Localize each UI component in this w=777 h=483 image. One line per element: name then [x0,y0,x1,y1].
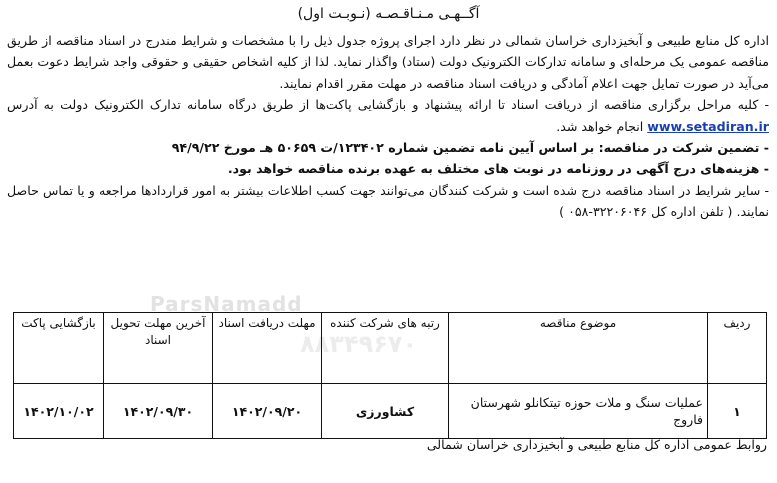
header-opening: بازگشایی پاکت [14,313,104,384]
table-row [14,384,767,439]
stages-suffix: انجام خواهد شد. [556,118,644,134]
website-link[interactable]: www.setadiran.ir [647,118,769,134]
cell-delivery-deadline: ۱۴۰۲/۰۹/۳۰ [104,384,213,439]
header-receive-deadline: مهلت دریافت اسناد [213,313,322,384]
table-header-row [14,313,767,384]
cell-subject: عملیات سنگ و ملات حوزه تیتکانلو شهرستان فاروج [449,384,708,439]
header-row-number: ردیف [708,313,767,384]
stages-paragraph [7,94,769,137]
cell-receive-deadline: ۱۴۰۲/۰۹/۲۰ [213,384,322,439]
notice-title: آگــهـی مـنـاقـصـه (نـوبـت اول) [297,6,480,22]
other-terms-paragraph: - سایر شرایط در اسناد مناقصه درج شده است و شرکت کنندگان می‌توانند جهت کسب اطلاعات بیشتر به امور قراردادها مراجعه و یا تماس حاصل نمایند. ( تلفن اداره کل ۳۲۲۰۶۰۴۶-۰۵۸ ) [7,182,769,220]
stages-text: - کلیه مراحل برگزاری مناقصه از دریافت اسناد تا ارائه پیشنهاد و بازگشایی پاکت‌ها از طریق درگاه سامانه تدارک الکترونیک دولت به آدرس [7,97,769,113]
header-rank: رتبه های شرکت کننده [322,313,449,384]
cell-row-number: ۱ [708,384,767,439]
header-subject: موضوع مناقصه [449,313,708,384]
cell-rank: کشاورزی [322,384,449,439]
guarantee-paragraph: - تضمین شرکت در مناقصه: بر اساس آیین نامه تضمین شماره ۱۲۳۴۰۲/ت ۵۰۶۵۹ هـ مورخ ۹۴/۹/۲۲ [171,140,769,156]
cell-opening: ۱۴۰۲/۱۰/۰۲ [14,384,104,439]
ad-cost-paragraph: - هزینه‌های درج آگهی در روزنامه در نوبت های مختلف به عهده برنده مناقصه خواهد بود. [227,161,769,177]
intro-paragraph: اداره کل منابع طبیعی و آبخیزداری خراسان شمالی در نظر دارد اجرای پروژه جدول ذیل را با مشخصات و شرایط مندرج در اسناد مناقصه از طریق مناقصه عمومی یک مرحله‌ای و سامانه تدارکات الکترونیک دولت (ستاد) واگذار نماید. لذا از کلیه اشخاص حقیقی و حقوقی واجد شرایط دعوت بعمل می‌آید در صورت تمایل جهت اعلام آمادگی و دریافت اسناد مناقصه در مهلت مقرر اقدام نمایند. [7,33,769,91]
watermark: ParsNamadd [150,292,303,316]
footer-signature: روابط عمومی اداره کل منابع طبیعی و آبخیزداری خراسان شمالی [426,437,767,452]
watermark-phone: ۸۸۳۴۹۶۷۰ [300,330,418,358]
header-delivery-deadline: آخرین مهلت تحویل اسناد [104,313,213,384]
notice-body [7,30,769,223]
tender-table [13,312,767,439]
